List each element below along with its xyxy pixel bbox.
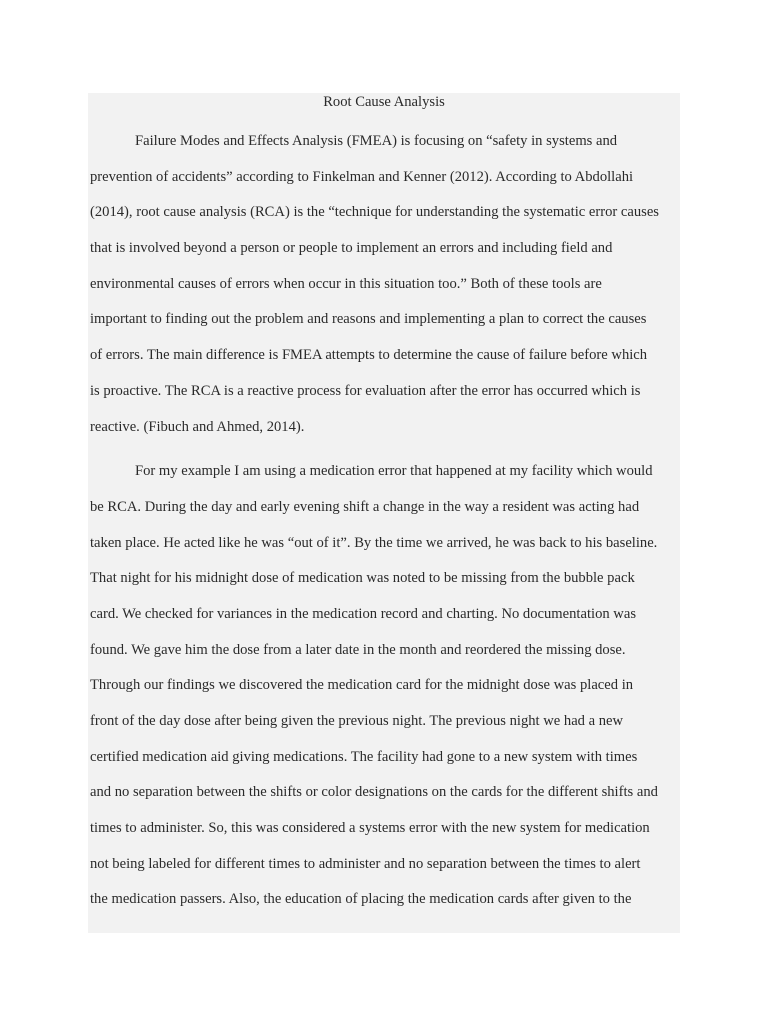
text-line: reactive. (Fibuch and Ahmed, 2014). — [90, 418, 305, 435]
text-line: card. We checked for variances in the medication record and charting. No documentation was — [90, 605, 637, 622]
text-line: and no separation between the shifts or color designations on the cards for the different shifts and — [90, 784, 658, 801]
text-line: is proactive. The RCA is a reactive process for evaluation after the error has occurred which is — [90, 382, 641, 399]
text-line: (2014), root cause analysis (RCA) is the “technique for understanding the systematic error causes — [90, 204, 659, 221]
text-line: environmental causes of errors when occur in this situation too.” Both of these tools are — [90, 275, 602, 292]
text-line: That night for his midnight dose of medication was noted to be missing from the bubble pack — [90, 570, 635, 587]
document-page — [88, 93, 680, 933]
paragraph-1 — [90, 124, 678, 445]
text-line: times to administer. So, this was considered a systems error with the new system for medication — [90, 820, 650, 837]
document-body — [90, 93, 678, 918]
text-line: Failure Modes and Effects Analysis (FMEA) is focusing on “safety in systems and — [135, 133, 618, 149]
text-line: certified medication aid giving medications. The facility had gone to a new system with times — [90, 748, 638, 765]
text-line: important to finding out the problem and reasons and implementing a plan to correct the causes — [90, 311, 647, 328]
text-line: not being labeled for different times to administer and no separation between the times to alert — [90, 855, 641, 872]
text-line: the medication passers. Also, the education of placing the medication cards after given to the — [90, 891, 632, 908]
text-line: taken place. He acted like he was “out of it”. By the time we arrived, he was back to his baseline. — [90, 534, 658, 551]
text-line: Through our findings we discovered the medication card for the midnight dose was placed in — [90, 677, 634, 694]
text-line: found. We gave him the dose from a later date in the month and reordered the missing dose. — [90, 641, 626, 658]
text-line: For my example I am using a medication error that happened at my facility which would — [135, 463, 653, 480]
document-title: Root Cause Analysis — [323, 94, 445, 110]
text-line: be RCA. During the day and early evening shift a change in the way a resident was acting had — [90, 498, 640, 515]
text-line: prevention of accidents” according to Finkelman and Kenner (2012). According to Abdollahi — [90, 168, 634, 185]
text-line: of errors. The main difference is FMEA attempts to determine the cause of failure before which — [90, 347, 648, 364]
text-line: that is involved beyond a person or people to implement an errors and including field and — [90, 240, 613, 257]
paragraph-2 — [90, 454, 678, 918]
text-line: front of the day dose after being given the previous night. The previous night we had a new — [90, 713, 624, 729]
